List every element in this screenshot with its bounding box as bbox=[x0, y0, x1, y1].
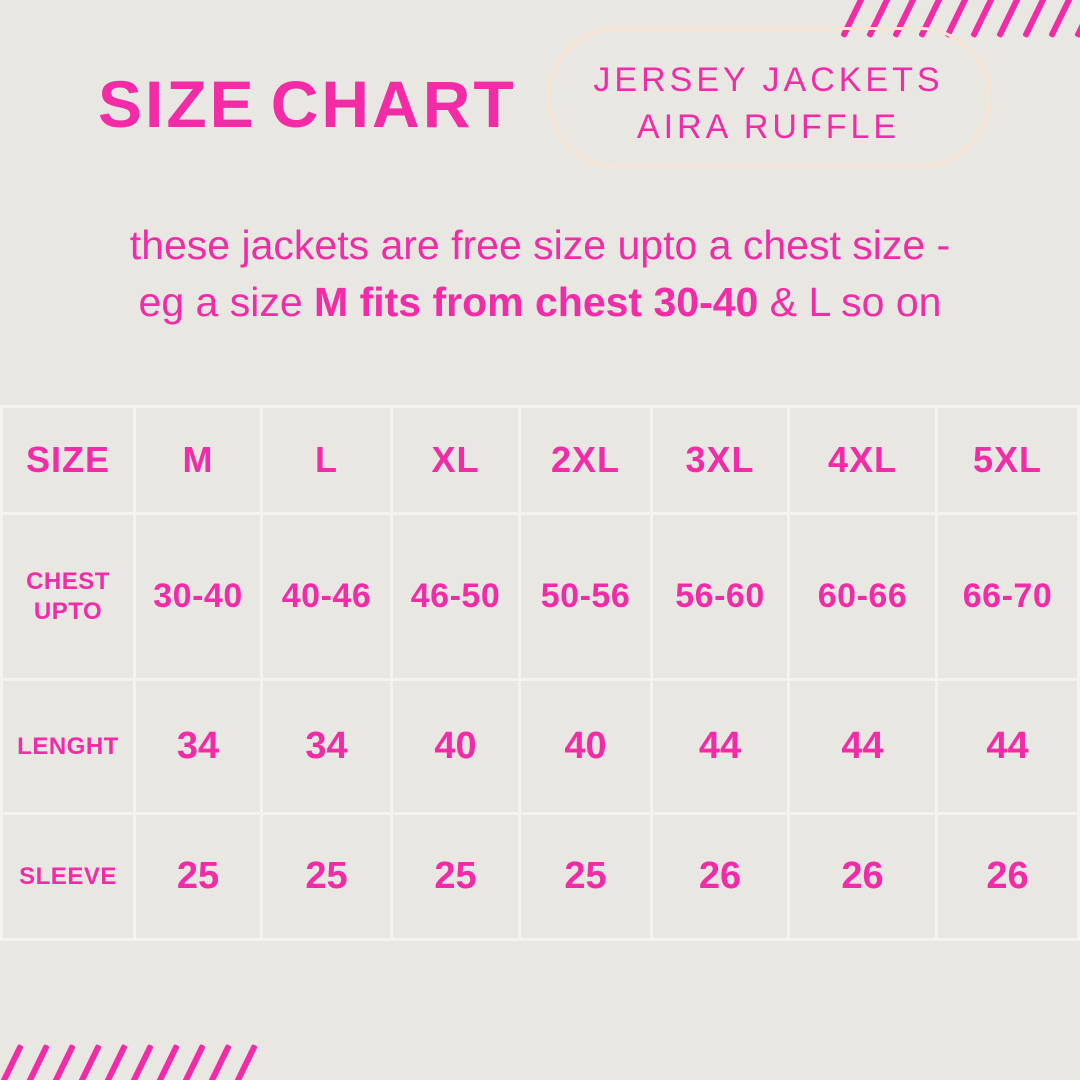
header-cell-m: M bbox=[136, 408, 260, 512]
length-value-l: 34 bbox=[263, 681, 390, 812]
length-value-3xl: 44 bbox=[653, 681, 787, 812]
chest-value-5xl: 66-70 bbox=[938, 515, 1077, 678]
header-cell-5xl: 5XL bbox=[938, 408, 1077, 512]
row-label-sleeve: SLEEVE bbox=[3, 815, 133, 938]
header-cell-3xl: 3XL bbox=[653, 408, 787, 512]
chest-value-2xl: 50-56 bbox=[521, 515, 650, 678]
length-value-4xl: 44 bbox=[790, 681, 935, 812]
length-value-xl: 40 bbox=[393, 681, 518, 812]
header-cell-size: SIZE bbox=[3, 408, 133, 512]
slash-mark bbox=[1074, 0, 1080, 38]
sleeve-value-5xl: 26 bbox=[938, 815, 1077, 938]
chest-value-xl: 46-50 bbox=[393, 515, 518, 678]
slash-mark bbox=[0, 1044, 24, 1080]
fit-description bbox=[0, 217, 1080, 331]
sleeve-value-l: 25 bbox=[263, 815, 390, 938]
header-cell-4xl: 4XL bbox=[790, 408, 935, 512]
length-value-2xl: 40 bbox=[521, 681, 650, 812]
header-cell-2xl: 2XL bbox=[521, 408, 650, 512]
title-word-chart: CHART bbox=[270, 67, 517, 141]
header-cell-l: L bbox=[263, 408, 390, 512]
sleeve-value-xl: 25 bbox=[393, 815, 518, 938]
chest-value-4xl: 60-66 bbox=[790, 515, 935, 678]
sleeve-value-m: 25 bbox=[136, 815, 260, 938]
badge-style-line: AIRA RUFFLE bbox=[636, 107, 901, 146]
length-value-5xl: 44 bbox=[938, 681, 1077, 812]
sleeve-value-4xl: 26 bbox=[790, 815, 935, 938]
chest-value-3xl: 56-60 bbox=[653, 515, 787, 678]
length-value-m: 34 bbox=[136, 681, 260, 812]
title-word-size: SIZE bbox=[98, 67, 257, 141]
size-table bbox=[0, 405, 1080, 941]
fit-example-bold: M fits from chest 30-40 bbox=[314, 278, 759, 325]
chest-value-m: 30-40 bbox=[136, 515, 260, 678]
badge-product-line: JERSEY JACKETS bbox=[593, 60, 944, 99]
page-title bbox=[98, 66, 517, 142]
bottom-left-slashes bbox=[4, 1042, 244, 1080]
chest-value-l: 40-46 bbox=[263, 515, 390, 678]
fit-description-line1: these jackets are free size upto a chest size - bbox=[129, 222, 951, 268]
sleeve-value-2xl: 25 bbox=[521, 815, 650, 938]
row-label-chest: CHEST UPTO bbox=[3, 515, 133, 678]
sleeve-value-3xl: 26 bbox=[653, 815, 787, 938]
fit-description-line2: eg a size M fits from chest 30-40 & L so on bbox=[138, 278, 942, 325]
product-badge bbox=[547, 27, 990, 168]
header-cell-xl: XL bbox=[393, 408, 518, 512]
row-label-length: LENGHT bbox=[3, 681, 133, 812]
